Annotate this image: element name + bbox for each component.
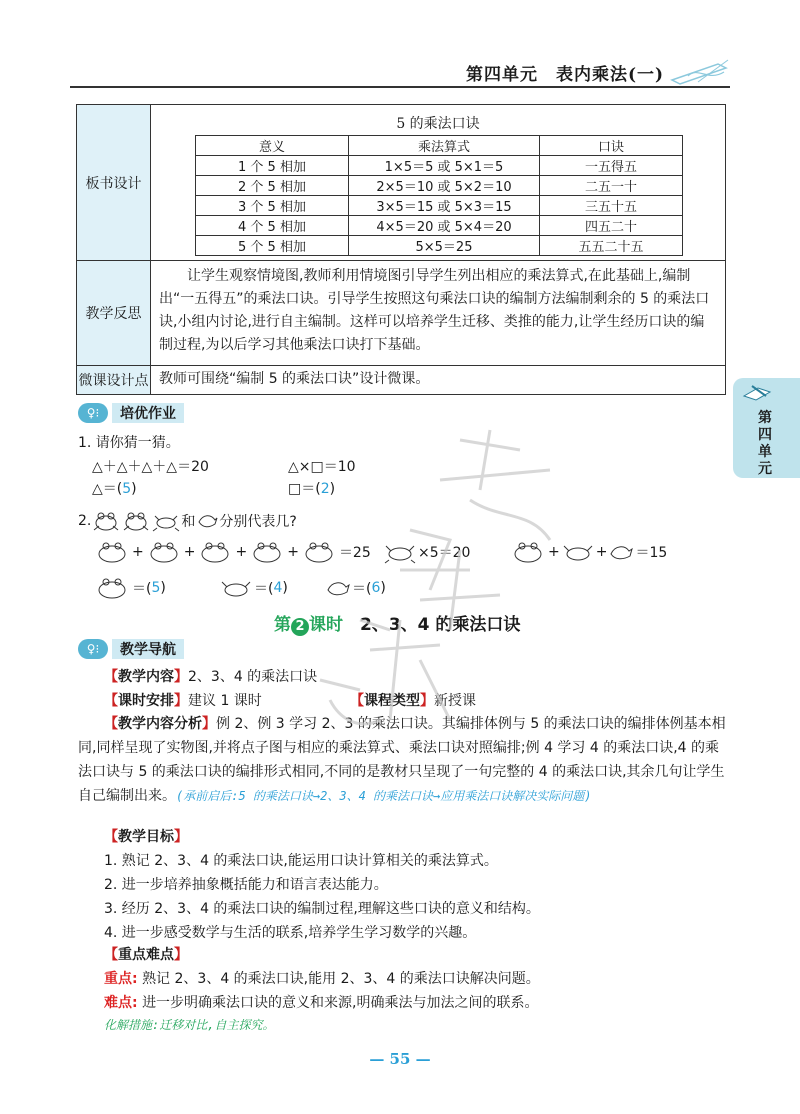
- answer-prefix: ＝(: [132, 581, 152, 597]
- header-cell: 口诀: [540, 136, 683, 156]
- book-pencil-icon: [742, 382, 772, 404]
- answer-suffix: ): [160, 580, 166, 596]
- content-line: 【教学内容】2、3、4 的乘法口诀: [104, 669, 318, 685]
- mixed-equation: + + ＝15: [508, 540, 667, 564]
- lesson-plan-table: [76, 104, 726, 395]
- lesson-number: 2: [291, 618, 309, 636]
- answer-prefix: ＝(: [352, 581, 372, 597]
- row-label-reflection: 教学反思: [77, 260, 151, 365]
- tag-label: 教学内容: [118, 669, 174, 685]
- bird-icon: [195, 510, 219, 532]
- type-line: 【课程类型】新授课: [350, 693, 476, 709]
- table-cell: 2 个 5 相加: [196, 176, 349, 196]
- chapter-title: 第四单元 表内乘法(一): [466, 65, 665, 85]
- analysis-paragraph: 【教学内容分析】例 2、例 3 学习 2、3 的乘法口诀。其编排体例与 5 的乘法口诀的编排体例基本相同,同样呈现了实物图,并将点子图与相应的乘法算式、乘法口诀对照编排;例 4 学习 4 的乘法口诀,4 的乘法口诀与 5 的乘法口诀的编排形式相同,不同的是教材只呈现了一句完整的 4 的乘法口诀,其余几句让学生自己编制出来。(承前启后:5 的乘法口诀→2、3、4 的乘法口诀→应用乘法口诀解决实际问题): [78, 716, 726, 804]
- reflection-text: 让学生观察情境图,教师利用情境图引导学生列出相应的乘法算式,在此基础上,编制出“一五得五”的乘法口诀。引导学生按照这句乘法口诀的编制方法编制剩余的 5 的乘法口诀,小组内讨论,进行自主编制。这样可以培养学生迁移、类推的能力,让学生经历口诀的编制过程,为以后学习其他乘法口诀打下基础。: [159, 268, 710, 353]
- section-header-navigation: [78, 638, 184, 660]
- bulb-icon: ♀⁝: [78, 639, 108, 659]
- micro-lesson-text: 教师可围绕“编制 5 的乘法口诀”设计微课。: [159, 371, 430, 387]
- goal-item: 2. 进一步培养抽象概括能力和语言表达能力。: [104, 877, 388, 893]
- section-title: 培优作业: [112, 403, 184, 423]
- equation-result: ＝25: [338, 545, 371, 561]
- table-cell: 4×5＝20 或 5×4＝20: [349, 216, 540, 236]
- table-cell: 一五得五: [540, 156, 683, 176]
- bulb-icon: ♀⁝: [78, 403, 108, 423]
- schedule-line: 【课时安排】建议 1 课时: [104, 693, 262, 709]
- frog-icon: [92, 540, 132, 564]
- key-text: 熟记 2、3、4 的乘法口诀,能用 2、3、4 的乘法口诀解决问题。: [142, 971, 540, 987]
- table-cell: 二五一十: [540, 176, 683, 196]
- table-cell: 2×5＝10 或 5×2＝10: [349, 176, 540, 196]
- goals-header: 【教学目标】: [104, 829, 188, 845]
- table-cell: 1 个 5 相加: [196, 156, 349, 176]
- method-note: 化解措施:迁移对比,自主探究。: [104, 1018, 275, 1032]
- row-label-board: 板书设计: [77, 105, 151, 260]
- section-header-homework: [78, 402, 184, 424]
- table-row: [196, 216, 683, 236]
- table-cell: 1×5＝5 或 5×1＝5: [349, 156, 540, 176]
- conjunction: 和: [181, 514, 196, 530]
- lesson-title: 2、3、4 的乘法口诀: [360, 615, 521, 635]
- table-divider: [77, 260, 725, 261]
- difficult-text: 进一步明确乘法口诀的意义和来源,明确乘法与加法之间的联系。: [142, 995, 539, 1011]
- frog-icon: [92, 576, 132, 600]
- answer-suffix: ): [131, 481, 137, 497]
- answer-value: 4: [273, 580, 283, 596]
- side-tab-label: 第四单元: [758, 410, 772, 477]
- question-number: 2.: [78, 513, 92, 529]
- frog-icon: [144, 540, 184, 564]
- equation-result: ＝15: [635, 545, 668, 561]
- bird-icon: [607, 540, 635, 564]
- table-row: [196, 176, 683, 196]
- header-cell: 乘法算式: [349, 136, 540, 156]
- answer-value: 2: [320, 481, 330, 497]
- table-cell: 四五二十: [540, 216, 683, 236]
- table-row: [196, 196, 683, 216]
- tag-label: 课时安排: [118, 693, 174, 709]
- goal-item: 1. 熟记 2、3、4 的乘法口诀,能运用口诀计算相关的乘法算式。: [104, 853, 498, 869]
- table-cell: 3×5＝15 或 5×3＝15: [349, 196, 540, 216]
- lesson-suffix: 课时: [309, 615, 343, 635]
- difficult-point: [104, 992, 539, 1012]
- answer-line: [92, 576, 166, 600]
- tag-label: 教学目标: [118, 829, 174, 845]
- table-cell: 5×5＝25: [349, 236, 540, 256]
- key-points-header: 【重点难点】: [104, 947, 188, 963]
- schedule-value: 建议 1 课时: [188, 693, 262, 709]
- equation-result: ×5＝20: [418, 545, 471, 561]
- header-cell: 意义: [196, 136, 349, 156]
- pencil-icon: [668, 56, 732, 86]
- analysis-text: 例 2、例 3 学习 2、3 的乘法口诀。其编排体例与 5 的乘法口诀的编排体例基本相同,同样呈现了实物图,并将点子图与相应的乘法算式、乘法口诀对照编排;例 4 学习 4 的乘法口诀,4 的乘法口诀与 5 的乘法口诀的编排形式相同,不同的是教材只呈现了一句完整的 4 的乘法口诀,其余几句让学生自己编制出来。: [78, 716, 726, 804]
- multiplication-table: [195, 135, 683, 256]
- table-row: [196, 156, 683, 176]
- answer-line: [92, 478, 137, 498]
- answer-value: 6: [371, 580, 381, 596]
- question-text: 分别代表几?: [219, 514, 297, 530]
- type-value: 新授课: [434, 693, 476, 709]
- analysis-note: (承前启后:5 的乘法口诀→2、3、4 的乘法口诀→应用乘法口诀解决实际问题): [176, 789, 592, 803]
- answer-prefix: □＝(: [288, 481, 321, 497]
- frog-icon: [195, 540, 235, 564]
- table-divider: [77, 365, 725, 366]
- answer-suffix: ): [282, 580, 288, 596]
- answer-suffix: ): [380, 580, 386, 596]
- equation: △×□＝10: [288, 459, 356, 475]
- page-number: — 55 —: [369, 1050, 431, 1068]
- key-label: 重点:: [104, 971, 138, 987]
- table-header-row: [196, 136, 683, 156]
- goal-item: 3. 经历 2、3、4 的乘法口诀的编制过程,理解这些口诀的意义和结构。: [104, 901, 540, 917]
- crab-icon: [218, 576, 254, 600]
- answer-value: 5: [122, 481, 132, 497]
- lesson-prefix: 第: [274, 615, 291, 635]
- crab-icon: [151, 510, 181, 532]
- table-cell: 五五二十五: [540, 236, 683, 256]
- tag-label: 课程类型: [364, 693, 420, 709]
- section-title: 教学导航: [112, 639, 184, 659]
- table-cell: 5 个 5 相加: [196, 236, 349, 256]
- table-cell: 3 个 5 相加: [196, 196, 349, 216]
- tag-label: 重点难点: [118, 947, 174, 963]
- content-value: 2、3、4 的乘法口诀: [188, 669, 318, 685]
- answer-value: 5: [151, 580, 161, 596]
- frog-equation: + + + + ＝25: [92, 540, 371, 564]
- table-cell: 三五十五: [540, 196, 683, 216]
- answer-line: [218, 576, 288, 600]
- goal-item: 4. 进一步感受数学与生活的联系,培养学生学习数学的兴趣。: [104, 925, 477, 941]
- tag-label: 教学内容分析: [118, 716, 202, 732]
- table-cell: 4 个 5 相加: [196, 216, 349, 236]
- frog-icon: [91, 510, 121, 532]
- answer-prefix: △＝(: [92, 481, 123, 497]
- header-rule: [70, 86, 730, 88]
- equation: △＋△＋△＋△＝20: [92, 459, 209, 475]
- difficult-label: 难点:: [104, 995, 138, 1011]
- answer-prefix: ＝(: [254, 581, 274, 597]
- frog-icon: [121, 510, 151, 532]
- watermark-stamp: [300, 420, 600, 740]
- table-row: [196, 236, 683, 256]
- question-2: [78, 510, 297, 532]
- key-point: [104, 968, 540, 988]
- row-label-micro: 微课设计点: [77, 365, 151, 394]
- frog-icon: [247, 540, 287, 564]
- question-1: 1. 请你猜一猜。: [78, 435, 180, 451]
- answer-suffix: ): [329, 481, 336, 497]
- board-title: 5 的乘法口诀: [396, 116, 480, 132]
